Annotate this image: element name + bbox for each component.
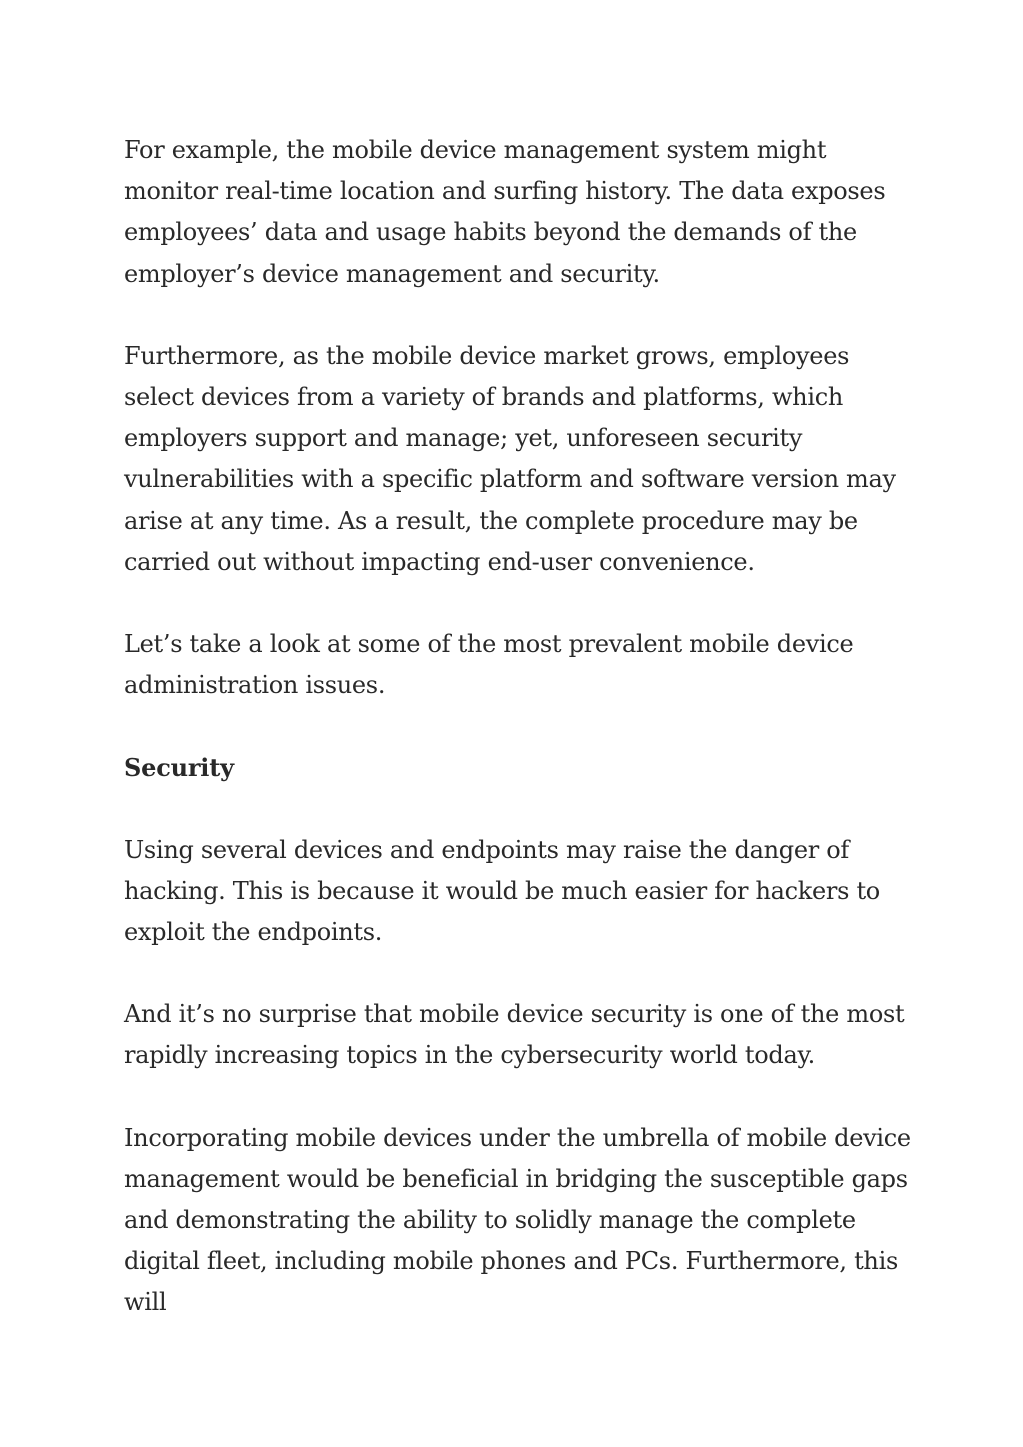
paragraph-device-market: Furthermore, as the mobile device market grows, employees select devices from a variety of brands and platforms, which employers support and manage; yet, unforeseen security vulnerabilities with a specific platform and software version may arise at any time. As a result, the complete procedure may be carried out without impacting end-user convenience. bbox=[124, 341, 896, 576]
paragraph-security-topic: And it’s no surprise that mobile device security is one of the most rapidly increasing topics in the cybersecurity world today. bbox=[124, 1000, 905, 1070]
paragraph-mdm-benefits: Incorporating mobile devices under the umbrella of mobile device management would be beneficial in bridging the susceptible gaps and demonstrating the ability to solidly manage the complete digital fleet, including mobile phones and PCs. Furthermore, this will bbox=[124, 1123, 911, 1317]
paragraph-hacking-danger: Using several devices and endpoints may raise the danger of hacking. This is because it would be much easier for hackers to exploit the endpoints. bbox=[124, 835, 880, 947]
document-page bbox=[124, 130, 914, 1365]
paragraph-intro-issues: Let’s take a look at some of the most prevalent mobile device administration issues. bbox=[124, 630, 854, 700]
paragraph-example-monitoring: For example, the mobile device management system might monitor real-time location and surfing history. The data exposes employees’ data and usage habits beyond the demands of the employer’s device management and security. bbox=[124, 136, 886, 288]
section-heading-security: Security bbox=[124, 753, 234, 783]
